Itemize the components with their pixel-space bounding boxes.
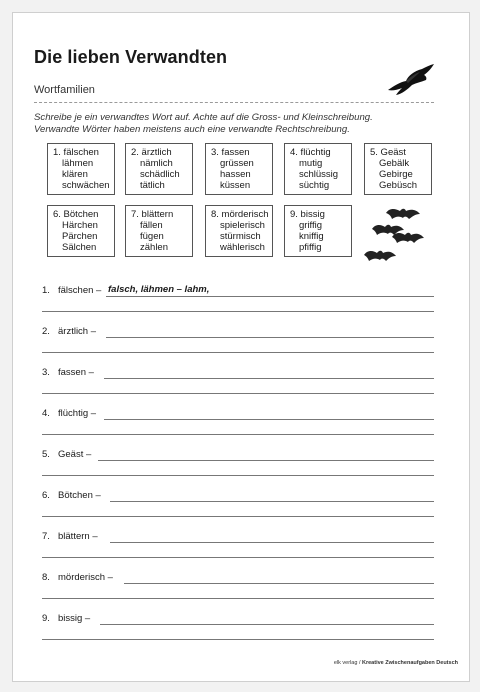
- box-word: Gebüsch: [379, 180, 418, 191]
- box-word: stürmisch: [220, 231, 261, 242]
- box-word: pfiffig: [299, 242, 322, 253]
- box-word: Pärchen: [62, 231, 98, 242]
- answer-line[interactable]: [104, 419, 434, 420]
- answer-line[interactable]: [42, 434, 434, 435]
- exercise-word: flüchtig –: [58, 408, 97, 419]
- exercise-word: mörderisch –: [58, 572, 113, 583]
- footer-series: Kreative Zwischenaufgaben Deutsch: [362, 660, 458, 666]
- answer-line[interactable]: [100, 624, 434, 625]
- box-word: 3. fassen: [211, 147, 250, 158]
- word-box-1: [47, 143, 115, 195]
- exercise-number: 5.: [42, 449, 50, 460]
- box-word: Sälchen: [62, 242, 97, 253]
- box-word: 4. flüchtig: [290, 147, 331, 158]
- box-word: 8. mörderisch: [211, 209, 269, 220]
- exercise-row-8: [34, 572, 434, 602]
- box-word: schlüssig: [299, 169, 339, 180]
- answer-line[interactable]: [42, 475, 434, 476]
- exercise-word: Bötchen –: [58, 490, 101, 501]
- exercise-row-9: [34, 613, 434, 643]
- box-word: süchtig: [299, 180, 330, 191]
- word-box-9: [284, 205, 352, 257]
- word-box-5: [364, 143, 432, 195]
- exercise-row-6: [34, 490, 434, 520]
- box-word: grüssen: [220, 158, 254, 169]
- word-box-2: [125, 143, 193, 195]
- answer-line[interactable]: [124, 583, 434, 584]
- instruction-line: Schreibe je ein verwandtes Wort auf. Achte auf die Gross- und Kleinschreibung.: [34, 112, 373, 123]
- word-box-4: [284, 143, 352, 195]
- subtitle: Wortfamilien: [34, 84, 95, 96]
- answer-line[interactable]: [42, 516, 434, 517]
- divider: [34, 102, 434, 103]
- exercise-word: fassen –: [58, 367, 94, 378]
- box-word: fügen: [140, 231, 164, 242]
- exercise-number: 4.: [42, 408, 50, 419]
- answer-line[interactable]: [42, 311, 434, 312]
- exercise-word: Geäst –: [58, 449, 92, 460]
- answer-line[interactable]: [106, 337, 434, 338]
- box-word: 6. Bötchen: [53, 209, 99, 220]
- exercise-number: 9.: [42, 613, 50, 624]
- box-word: schädlich: [140, 169, 180, 180]
- box-word: griffig: [299, 220, 323, 231]
- box-word: küssen: [220, 180, 251, 191]
- box-word: wählerisch: [220, 242, 265, 253]
- box-word: Gebirge: [379, 169, 413, 180]
- exercise-number: 6.: [42, 490, 50, 501]
- exercise-row-4: [34, 408, 434, 438]
- exercise-row-1: [34, 285, 434, 315]
- answer-line[interactable]: [42, 557, 434, 558]
- answer-line[interactable]: [98, 460, 434, 461]
- answer-line[interactable]: [110, 501, 434, 502]
- raven-icon: [386, 64, 436, 98]
- box-word: 5. Geäst: [370, 147, 406, 158]
- box-word: hassen: [220, 169, 251, 180]
- instruction-line: Verwandte Wörter haben meistens auch eine verwandte Rechtschreibung.: [34, 124, 350, 135]
- box-word: kniffig: [299, 231, 324, 242]
- box-word: mutig: [299, 158, 323, 169]
- exercise-number: 8.: [42, 572, 50, 583]
- exercise-number: 2.: [42, 326, 50, 337]
- footer-publisher: elk verlag /: [333, 660, 361, 666]
- word-box-3: [205, 143, 273, 195]
- answer-line[interactable]: [42, 598, 434, 599]
- box-word: 1. fälschen: [53, 147, 99, 158]
- word-box-7: [125, 205, 193, 257]
- box-word: zählen: [140, 242, 168, 253]
- answer-line[interactable]: [42, 352, 434, 353]
- answer-line[interactable]: [104, 378, 434, 379]
- box-word: Härchen: [62, 220, 98, 231]
- footer: [334, 660, 458, 666]
- word-box-8: [205, 205, 273, 257]
- box-word: schwächen: [62, 180, 110, 191]
- box-word: 7. blättern: [131, 209, 174, 220]
- exercise-number: 3.: [42, 367, 50, 378]
- box-word: Gebälk: [379, 158, 410, 169]
- exercise-word: ärztlich –: [58, 326, 97, 337]
- answer-line[interactable]: [42, 393, 434, 394]
- exercise-row-5: [34, 449, 434, 479]
- box-word: nämlich: [140, 158, 173, 169]
- page-title: Die lieben Verwandten: [34, 47, 228, 67]
- exercise-word: blättern –: [58, 531, 98, 542]
- box-word: 9. bissig: [290, 209, 325, 220]
- exercise-row-7: [34, 531, 434, 561]
- box-word: lähmen: [62, 158, 94, 169]
- exercise-row-2: [34, 326, 434, 356]
- box-word: tätlich: [140, 180, 165, 191]
- box-word: fällen: [140, 220, 163, 231]
- box-word: spielerisch: [220, 220, 265, 231]
- answer-line[interactable]: [106, 296, 434, 297]
- box-word: klären: [62, 169, 88, 180]
- instructions: [34, 112, 444, 136]
- answer-line[interactable]: [110, 542, 434, 543]
- bats-icon: [362, 205, 428, 271]
- exercise-word: bissig –: [58, 613, 91, 624]
- word-box-6: [47, 205, 115, 257]
- exercise-word: fälschen –: [58, 285, 102, 296]
- box-word: 2. ärztlich: [131, 147, 172, 158]
- exercise-number: 7.: [42, 531, 50, 542]
- answer-line[interactable]: [42, 639, 434, 640]
- exercise-number: 1.: [42, 285, 50, 296]
- exercise-row-3: [34, 367, 434, 397]
- exercise-answer: falsch, lähmen – lahm,: [108, 284, 210, 295]
